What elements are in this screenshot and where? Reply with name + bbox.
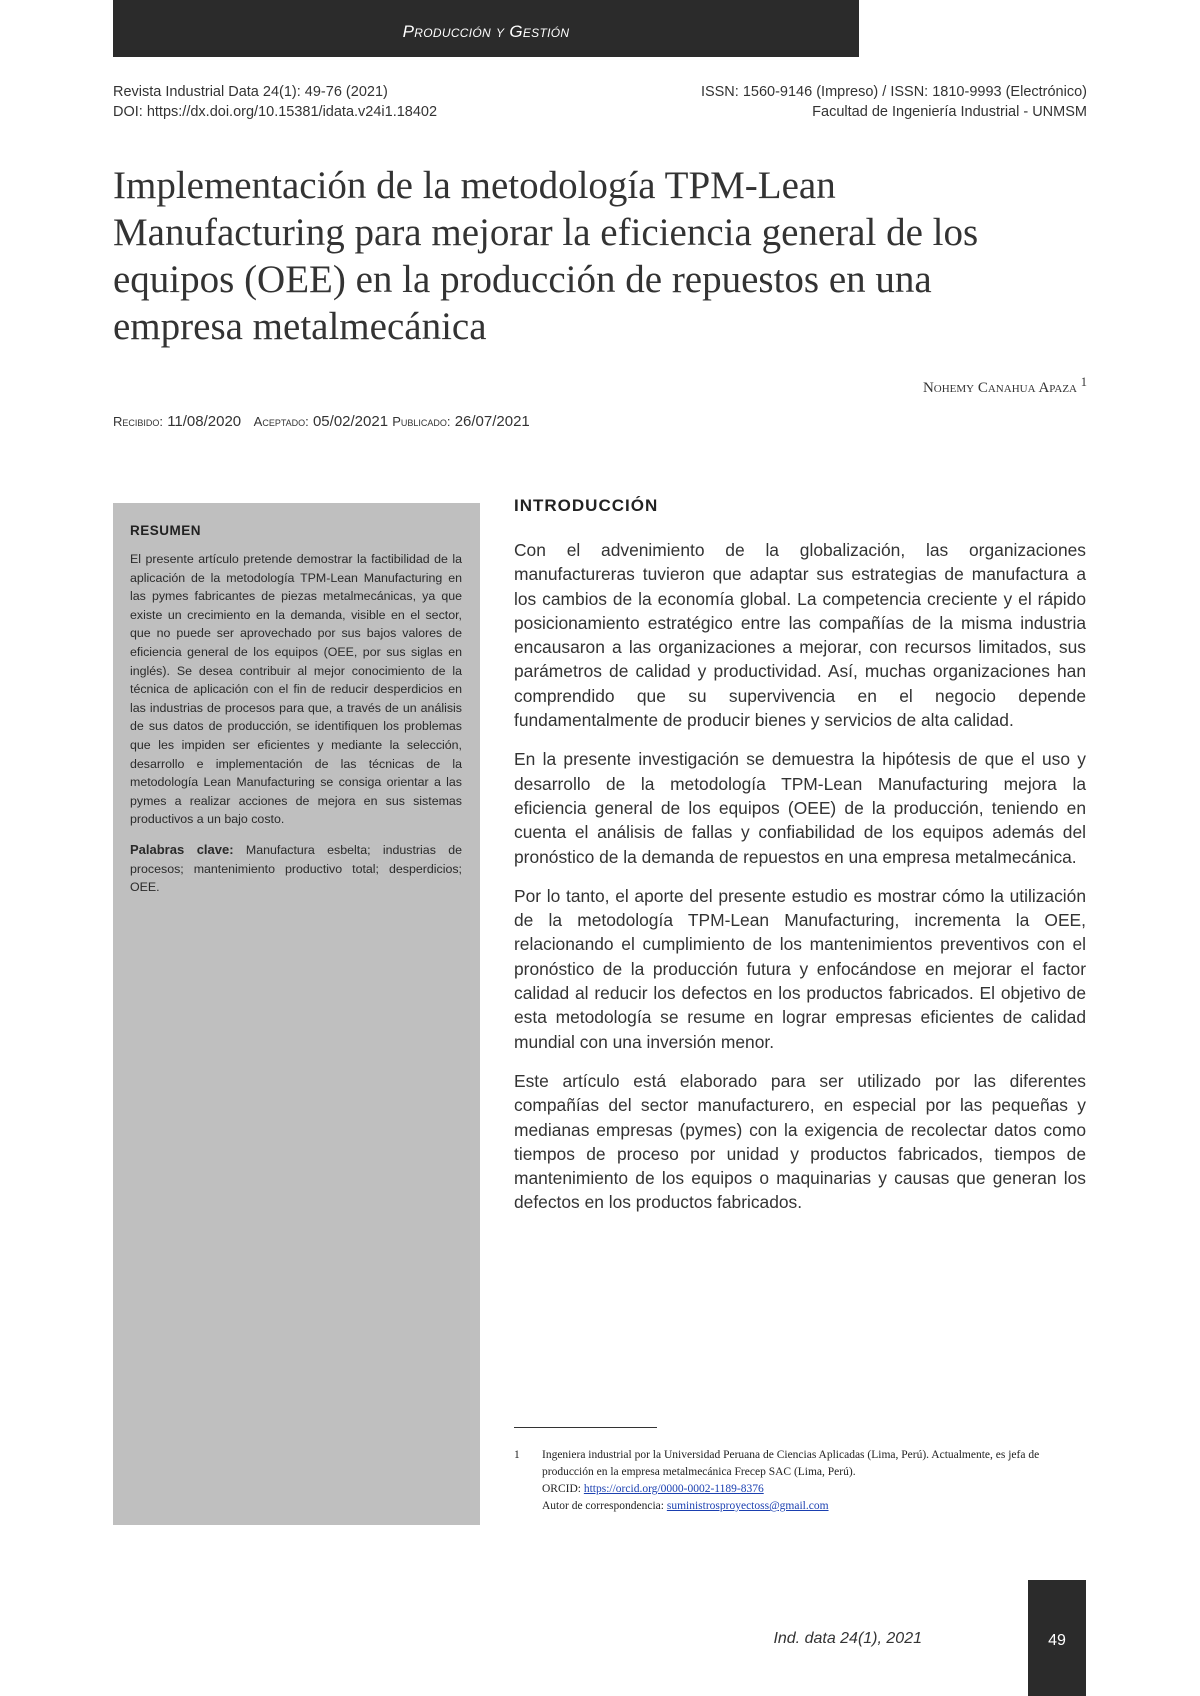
page-number-box [1028,1580,1086,1696]
footnote-divider [514,1427,657,1428]
email-link[interactable]: suministrosproyectoss@gmail.com [666,1500,829,1512]
abstract-heading: RESUMEN [130,523,202,538]
abstract-panel [113,503,480,1525]
doi-link[interactable]: DOI: https://dx.doi.org/10.15381/idata.v24i1.18402 [113,104,438,120]
published-date: 26/07/2021 [454,413,530,430]
orcid-link[interactable]: https://orcid.org/0000-0002-1189-8376 [583,1483,764,1495]
section-label: Producción y Gestión [402,22,570,41]
journal-citation: Revista Industrial Data 24(1): 49-76 (2021) [113,84,388,100]
issn: ISSN: 1560-9146 (Impreso) / ISSN: 1810-9993 (Electrónico) [700,84,1087,100]
issn-info [701,82,1087,122]
footer-citation: Ind. data 24(1), 2021 [773,1630,922,1647]
orcid-line [542,1481,1086,1498]
footnote [514,1447,1086,1515]
journal-info [113,82,437,122]
received-label: Recibido: [113,414,164,429]
abstract-text: El presente artículo pretende demostrar la factibilidad de la aplicación de la metodología TPM-Lean Manufacturing en las pymes fabricantes de piezas metalmecánicas, ya que existe un crecimiento en la demanda, visible en el sector, que no puede ser aprovechado por sus bajos valores de eficiencia general de los equipos (OEE, por sus siglas en inglés). Se desea contribuir al mejor conocimiento de la técnica de aplicación con el fin de reducir desperdicios en las industrias de procesos para que, a través de un análisis de sus datos de producción, se identifiquen los problemas que les impiden ser eficientes y mediante la selección, desarrollo e implementación de las técnicas de la metodología Lean Manufacturing se consiga orientar a las pymes a realizar acciones de mejora en sus sistemas productivos a un bajo costo. [130,552,462,827]
author-name: Nohemy Canahua Apaza [922,380,1077,396]
accepted-date: 05/02/2021 [312,413,389,430]
contact-line [542,1498,1086,1515]
published-label: Publicado: [392,414,451,429]
keywords-text: Manufactura esbelta; industrias de procesos; mantenimiento productivo total; desperdicios; OEE. [130,842,462,895]
paragraph: Con el advenimiento de la globalización, las organizaciones manufactureras tuvieron que adaptar sus estrategias de manufactura a los cambios de la economía global. La competencia creciente y el rápido posicionamiento estratégico entre las compañías de la misma industria encausaron a las organizaciones a mejorar, con recursos limitados, sus parámetros de calidad y productividad. Así, muchas organizaciones han comprendido que su supervivencia en el negocio depende fundamentalmente de producir bienes y servicios de alta calidad. [514,540,1086,731]
faculty: Facultad de Ingeniería Industrial - UNMSM [812,104,1087,120]
keywords [130,841,462,897]
accepted-label: Aceptado: [253,414,309,429]
paragraph: Por lo tanto, el aporte del presente estudio es mostrar cómo la utilización de la metodología TPM-Lean Manufacturing, incrementa la OEE, relacionando el cumplimiento de los mantenimientos preventivos con el pronóstico de la producción futura y enfocándose en mejorar el factor calidad al reducir los defectos en los productos fabricados. El objetivo de esta metodología se resume en lograr empresas eficientes de calidad mundial con una inversión menor. [514,885,1086,1052]
page-number: 49 [1048,1632,1066,1649]
author-affiliation-marker: 1 [1080,375,1087,389]
publication-dates [113,413,530,430]
article-title: Implementación de la metodología TPM-Lean Manufacturing para mejorar la eficiencia general de los equipos (OEE) en la producción de repuestos en una empresa metalmecánica [113,164,979,348]
footnote-number: 1 [514,1449,520,1461]
author-line [923,375,1087,397]
keywords-label: Palabras clave: [130,841,234,857]
introduction-heading: INTRODUCCIÓN [514,496,659,515]
received-date: 11/08/2020 [167,413,242,430]
introduction-section [514,496,1086,1230]
section-header-bar [113,0,859,57]
footnote-text: Ingeniera industrial por la Universidad Peruana de Ciencias Aplicadas (Lima, Perú). Actualmente, es jefa de producción en la empresa metalmecánica Frecep SAC (Lima, Perú). [542,1449,1040,1478]
paragraph: En la presente investigación se demuestra la hipótesis de que el uso y desarrollo de la metodología TPM-Lean Manufacturing mejora la eficiencia general de los equipos (OEE) de la producción, teniendo en cuenta el análisis de fallas y confiabilidad de los equipos además del pronóstico de la demanda de repuestos en una empresa metalmecánica. [514,749,1086,867]
contact-label: Autor de correspondencia: [542,1500,664,1512]
paragraph: Este artículo está elaborado para ser utilizado por las diferentes compañías del sector manufacturero, en especial por las pequeñas y medianas empresas (pymes) con la exigencia de recolectar datos como tiempos de proceso por unidad y productos fabricados, tiempos de mantenimiento de los equipos o maquinarias y causas que generan los defectos en los productos fabricados. [514,1070,1086,1213]
orcid-label: ORCID: [542,1483,581,1495]
